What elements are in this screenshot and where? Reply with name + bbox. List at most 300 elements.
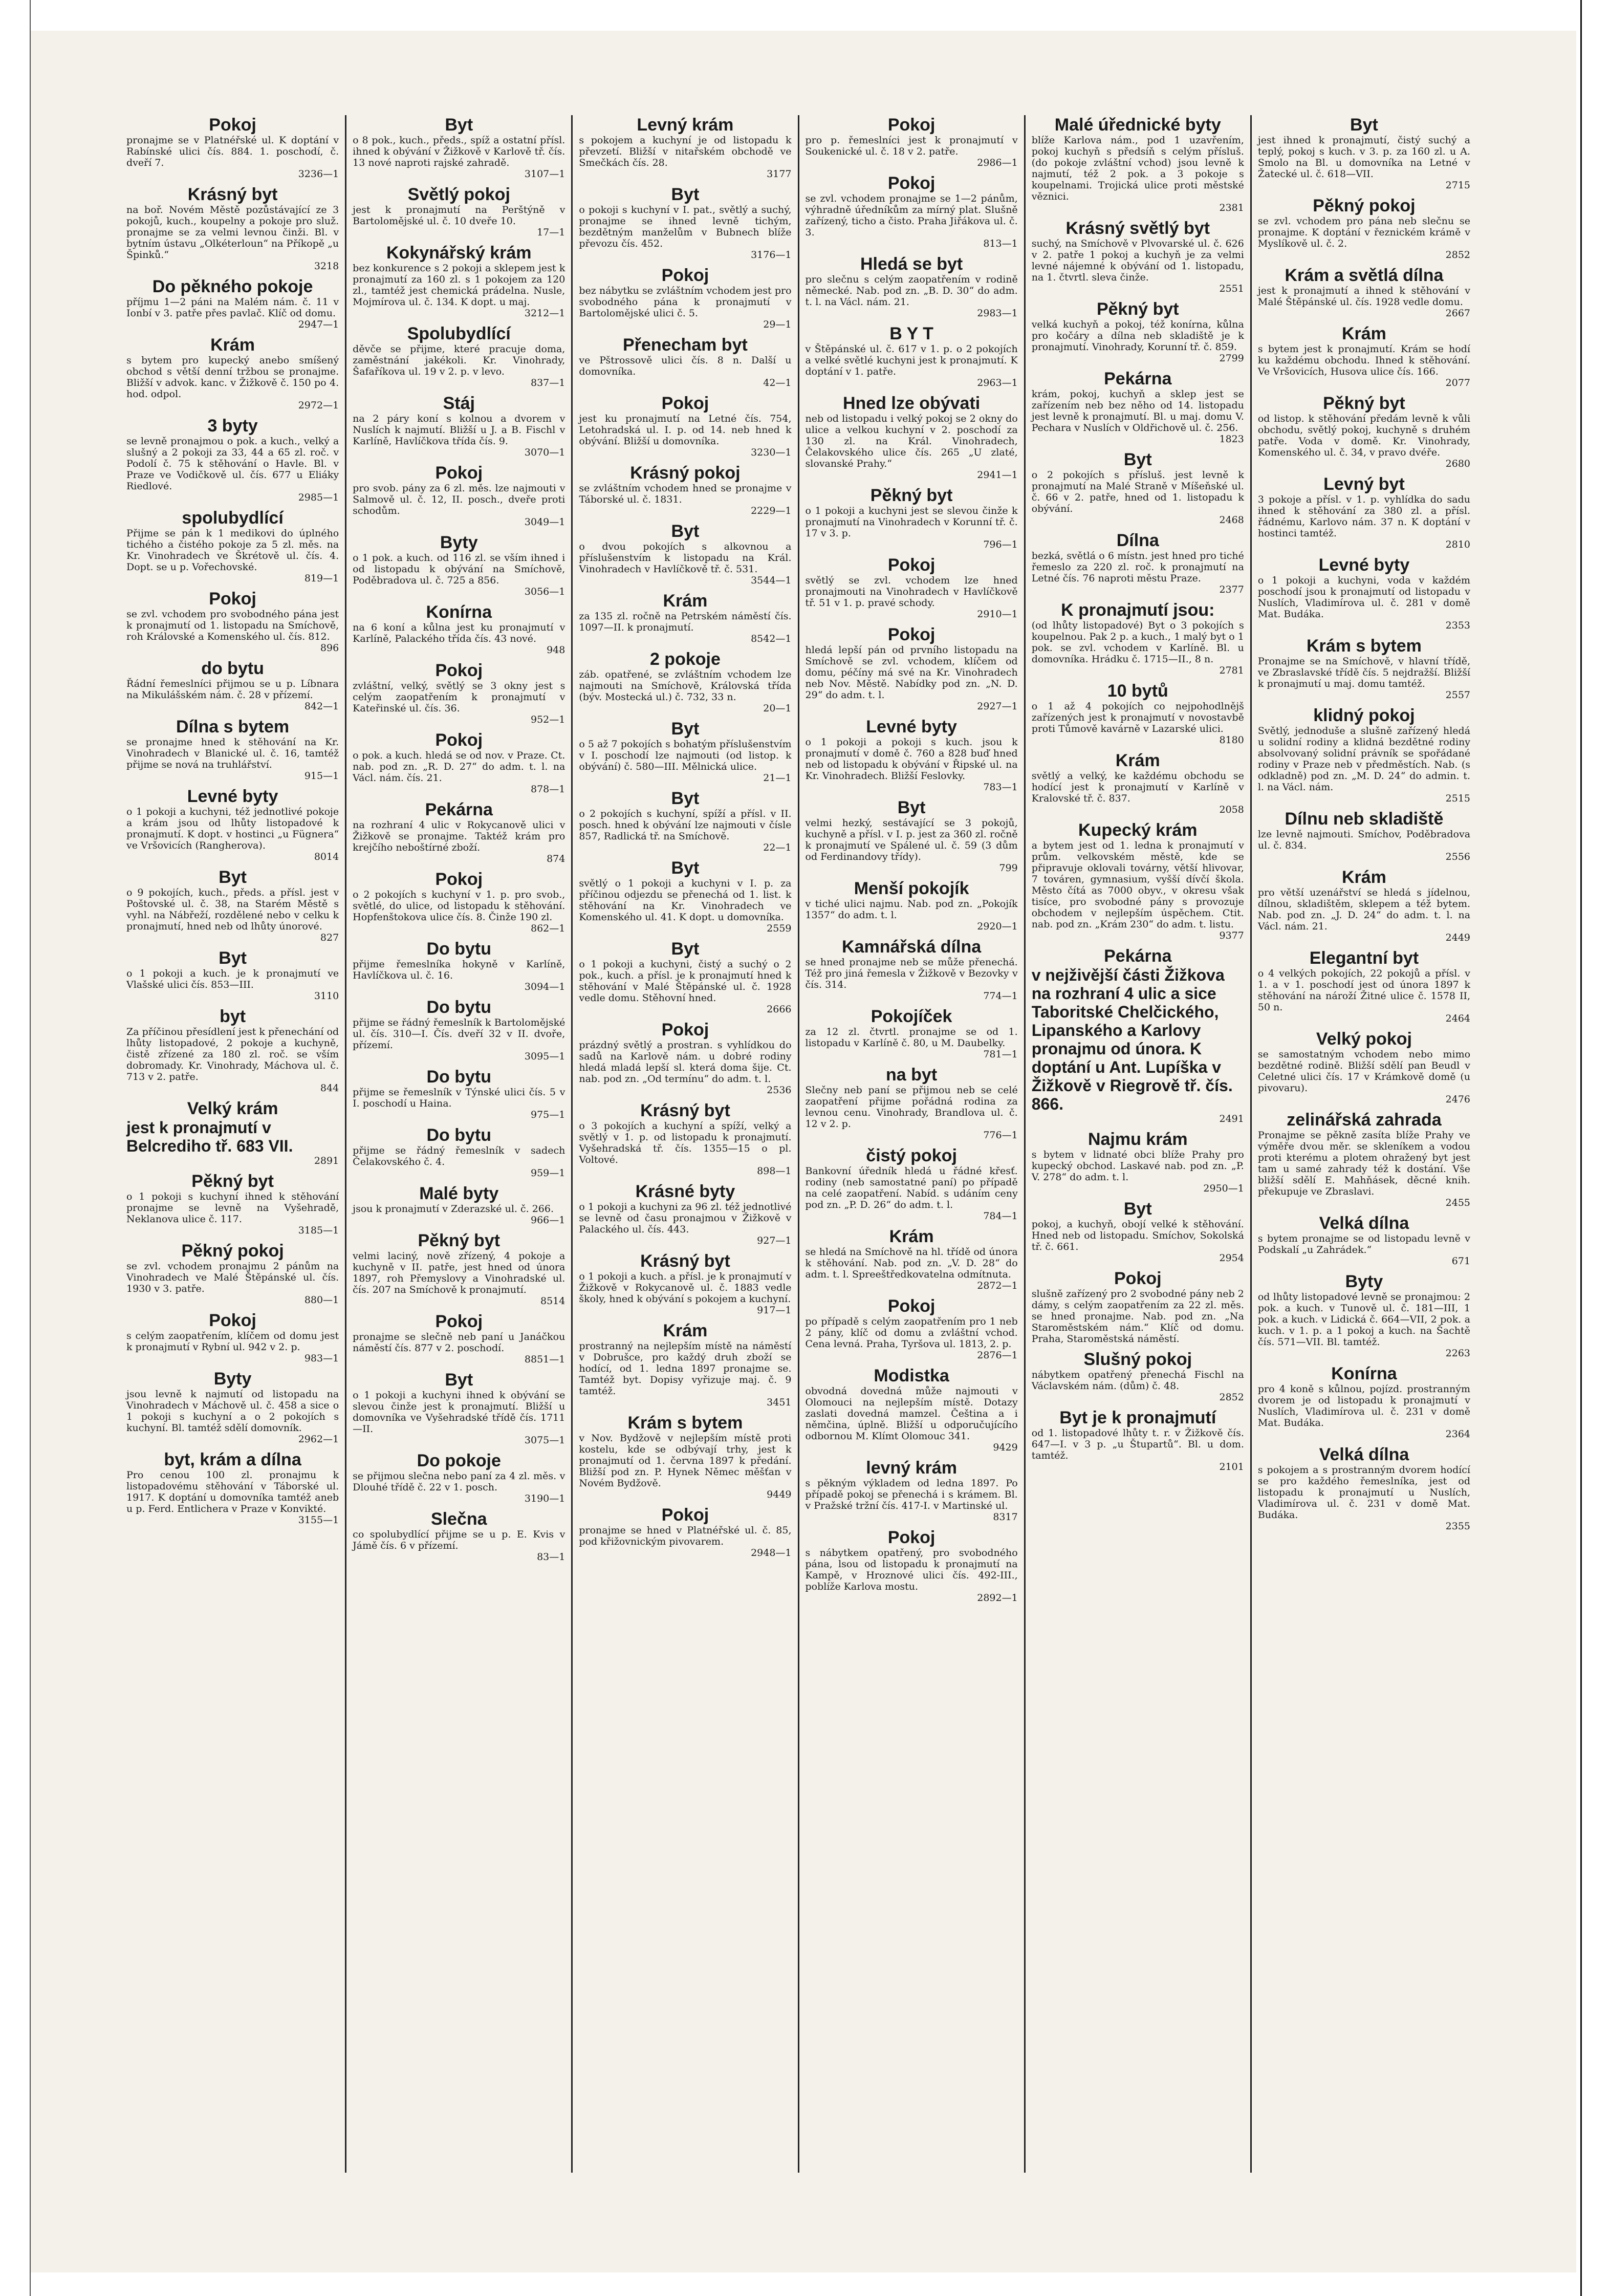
ad-reference-number: 2954 [1219, 1252, 1244, 1264]
ad-reference-number: 8514 [540, 1295, 565, 1307]
ad-text: na rozhraní 4 ulic v Rokycanově ulici v Žižkově se pronajme. Taktéž krám pro krejčího neboštírné zboží. [353, 819, 565, 853]
classified-ad [806, 486, 1018, 550]
ad-reference-number: 927—1 [757, 1235, 792, 1246]
ad-text: o 9 pokojích, kuch., předs. a přísl. jest v Poštovské ul. č. 38, na Starém Městě s vyhl. na Nábřeží, rozdělené nebo v celku k pronajmutí, hned neb od lhůty únorové. [126, 887, 339, 932]
classified-ad [126, 659, 339, 712]
ad-text: nábytkem opatřený přenechá Fischl na Václavském nám. (dům) č. 48. [1031, 1369, 1244, 1392]
ad-heading: 3 byty [207, 416, 258, 436]
ad-heading: Krásný byt [187, 185, 278, 204]
ad-reference-number: 8542—1 [751, 633, 792, 644]
ad-heading: Světlý pokoj [407, 185, 510, 204]
ad-text: děvče se přijme, které pracuje doma, zaměstnání jakékoli. Kr. Vinohrady, Šafaříkova ul. 19 v 2. p. v levo. [353, 343, 565, 377]
ad-text: v Nov. Bydžově v nejlepším místě proti kostelu, kde se odbývají trhy, jest k pronajmutí od 1. června 1897 k předání. Bližší pod zn. P. Hynek Němec měšťan v Novém Bydžově. [579, 1433, 792, 1489]
ad-heading: Byt [671, 719, 700, 739]
ad-heading: Byt [671, 939, 700, 959]
classified-ad [126, 115, 339, 180]
ad-heading: Konírna [1331, 1364, 1397, 1383]
ad-reference-number: 2667 [1445, 308, 1471, 319]
ad-text: za 135 zl. ročně na Petrském náměstí čís. 1097—II. k pronajmutí. [579, 611, 792, 633]
ad-reference-number: 2985—1 [298, 492, 339, 503]
ad-text: o 1 pokoji s kuchyní ihned k stěhování pronajme se levně na Vyšehradě, Neklanova ulice č. 117. [126, 1191, 339, 1225]
ad-reference-number: 3056—1 [524, 586, 565, 597]
ad-text: pronajme se hned v Platnéřské ul. č. 85, pod křižovnickým pivovarem. [579, 1525, 792, 1547]
classified-ad [353, 533, 565, 597]
ad-heading: Levné byty [187, 787, 278, 806]
ad-text: Pronajme se na Smíchově, v hlavní třídě, ve Zbraslavské třídě čís. 5 nejdražší. Bližší k pronajmutí u maj. domu tamtéž. [1257, 656, 1471, 689]
ad-heading: Pokoj [661, 394, 709, 413]
ad-reference-number: 2986—1 [977, 157, 1018, 168]
ad-reference-number: 42—1 [763, 377, 792, 388]
classified-ad [579, 463, 791, 516]
classified-ad [806, 1296, 1018, 1361]
ad-reference-number: 2077 [1445, 377, 1471, 388]
ad-reference-number: 17—1 [537, 227, 565, 238]
ad-heading: Do bytu [426, 998, 492, 1017]
classified-ad [126, 1450, 339, 1526]
classified-ad [126, 277, 339, 330]
ad-reference-number: 3075—1 [524, 1435, 565, 1446]
ad-reference-number: 671 [1451, 1255, 1471, 1267]
column-3 [571, 115, 797, 2173]
ad-heading: Slušný pokoj [1083, 1350, 1192, 1369]
classified-ad [806, 1458, 1018, 1523]
ad-text: slušně zařízený pro 2 svobodné pány neb 2 dámy, s celým zaopatřením za 22 zl. měs. se hned pronajme. Nab. pod zn. „Na Staroměstském nám.“ Klíč od domu. Praha, Staroměstská náměstí. [1031, 1288, 1244, 1345]
classified-ad [353, 602, 565, 656]
ad-text: neb od listopadu i velký pokoj se 2 okny do ulice a velkou kuchyní v 2. poschodí za 130 zl. na Král. Vinohradech, Čelakovského ulice čís. 265 „U zlaté, slovanské Prahy.“ [805, 413, 1018, 469]
column-6 [1250, 115, 1476, 2173]
ad-text: velmi laciný, nově zřízený, 4 pokoje a kuchyně v II. patře, jest hned od února 1897, roh Přemyslovy a Vinohradské ul. čís. 207 na Smíchově k pronajmutí. [353, 1250, 565, 1295]
classified-ad [579, 858, 791, 934]
ad-heading: Krám [663, 1321, 708, 1340]
classified-ad [353, 661, 565, 725]
ad-reference-number: 776—1 [983, 1130, 1018, 1141]
ad-reference-number: 3236—1 [298, 168, 339, 180]
ad-text: blíže Karlova nám., pod 1 uzavřením, pokoj kuchyň s předsíň s celým přísluš. (do pokoje zvláštní vchod) jsou levně k najmutí, též 2 pok. a 3 pokoje s koupelnami. Trojická ulice proti městské věznici. [1031, 135, 1244, 202]
ad-reference-number: 837—1 [530, 377, 565, 388]
ad-heading: Byty [440, 533, 478, 552]
classified-ad [1032, 751, 1244, 815]
ad-text: pro 4 koně s kůlnou, pojízd. prostranným dvorem je od listopadu k pronajmutí v Nuslích, Vladimírova ul. č. 231 v domě Mat. Budáka. [1257, 1383, 1471, 1428]
ad-text: se zvl. vchodem pro pána neb slečnu se pronajme. K doptání v řeznickém krámě v Myslíkově ul. č. 2. [1257, 215, 1471, 249]
classified-ad [1258, 266, 1470, 319]
ad-text: pokoj, a kuchyň, obojí velké k stěhování. Hned neb od listopadu. Smíchov, Sokolská tř. č. 661. [1031, 1219, 1244, 1252]
classified-ad [353, 730, 565, 795]
ad-heading: Krám [1115, 751, 1160, 770]
ad-text: přijme se řádný řemeslník k Bartolomějské ul. čís. 310—I. Čís. dveří 32 v II. dvoře, přízemí. [353, 1017, 565, 1051]
ad-reference-number: 966—1 [530, 1215, 565, 1226]
ad-heading: Pěkný byt [1096, 299, 1179, 319]
ad-text: prázdný světlý a prostran. s vyhlídkou do sadů na Karlově nám. u dobré rodiny hledá mladá lepší sl. která doma šije. Ct. nab. pod zn. „Od termínu“ do adm. t. l. [579, 1039, 792, 1085]
ad-text: jsou k pronajmutí v Zderazské ul. č. 266. [353, 1203, 554, 1215]
ad-heading: Slečna [430, 1509, 487, 1529]
ad-text: o 2 pokojích s kuchyní, spíží a přísl. v II. posch. hned k obývání lze najmouti v čísle 857, Radlická tř. na Smíchově. [579, 808, 792, 842]
classified-ad [1258, 809, 1470, 862]
classified-ad [1032, 219, 1244, 294]
classified-ad [353, 998, 565, 1062]
classified-ad [1258, 868, 1470, 943]
ad-reference-number: 2536 [767, 1085, 792, 1096]
classified-ad [806, 625, 1018, 712]
ad-reference-number: 880—1 [304, 1294, 339, 1306]
ad-reference-number: 2666 [767, 1004, 792, 1015]
ad-text: ve Pštrossově ulici čís. 8 n. Další u domovníka. [579, 355, 792, 377]
ad-heading: Byt [1350, 115, 1378, 135]
ad-heading: Byt [1123, 450, 1152, 469]
ad-reference-number: 915—1 [304, 770, 339, 782]
ad-text: světlý o 1 pokoji a kuchyni v I. p. za příčinou odjezdu se přenechá od 1. list. k stěhování na Kr. Vinohradech ve Komenského ul. 41. K dopt. u domovníka. [579, 878, 792, 923]
ad-reference-number: 2353 [1445, 620, 1471, 631]
ad-reference-number: 3176—1 [751, 249, 792, 261]
classified-ad [806, 879, 1018, 932]
ad-text: o 1 pokoji a kuchyni jest se slevou činže k pronajmutí na Vinohradech v Korunní tř. č. 17 v 3. p. [805, 505, 1018, 539]
ad-text: jest k pronajmutí v Belcrediho tř. 683 VII. [126, 1118, 293, 1155]
classified-ad [1032, 681, 1244, 746]
classified-ad [579, 649, 791, 714]
classified-ad [126, 1311, 339, 1364]
ad-reference-number: 9449 [767, 1489, 792, 1500]
ad-heading: Pokoj [435, 730, 483, 750]
ad-heading: do bytu [201, 659, 264, 678]
ad-heading: Krám [663, 591, 708, 611]
classified-ad [806, 174, 1018, 249]
ad-heading: 2 pokoje [649, 649, 721, 669]
ad-text: záb. opatřené, se zvláštním vchodem lze najmouti na Smíchově, Královská třída (býv. Mostecká ul.) č. 732, 33 n. [579, 669, 792, 703]
classified-ad [579, 185, 791, 261]
ad-text: s bytem pronajme se od listopadu levně v Podskalí „u Zahrádek.“ [1257, 1233, 1471, 1255]
ad-reference-number: 3218 [314, 261, 339, 272]
ad-reference-number: 3155—1 [298, 1514, 339, 1526]
ad-reference-number: 917—1 [757, 1305, 792, 1316]
ad-text: obvodná dovedná může najmouti v Olomouci na nejlepším místě. Dotazy zaslati dovedná mamzel. Čeština a i němčina, úplně. Bližší u odporučujícího odbornou M. Klímt Olomouc 341. [805, 1385, 1018, 1442]
ad-text: se levně pronajmou o pok. a kuch., velký a slušný a 2 pokoji za 33, 44 a 65 zl. roč. v Podolí č. 75 k stěhování o Havle. Bl. v Praze ve Vodičkově ul. čís. 677 u Eliáky Riedlové. [126, 436, 339, 492]
classified-ad [126, 508, 339, 584]
ad-reference-number: 2229—1 [751, 505, 792, 516]
ad-reference-number: 827 [320, 932, 339, 943]
ad-text: se hned pronajme neb se může přenechá. Též pro jiná řemesla v Žižkově v Bezovky v čís. 314. [805, 957, 1018, 990]
ad-reference-number: 2491 [1219, 1113, 1244, 1124]
ad-heading: Byt [219, 948, 247, 968]
classified-ad [1032, 450, 1244, 526]
classified-ad [1258, 115, 1470, 191]
ad-text: Světlý, jednoduše a slušně zařízený hledá u solidní rodiny a klidná bezdětné rodiny absolvovaný solidní právník se spořádané rodiny v Praze neb v předměstích. Nab. (s odkladně) pod zn. „M. D. 24“ do admin. t. l. na Václ. nám. [1257, 725, 1471, 793]
ad-reference-number: 2947—1 [298, 319, 339, 330]
ad-heading: Byt [219, 868, 247, 887]
ad-heading: spolubydlící [182, 508, 284, 528]
ad-reference-number: 3190—1 [524, 1493, 565, 1504]
ad-heading: Do bytu [426, 939, 492, 959]
ad-heading: Kupecký krám [1078, 820, 1198, 840]
ad-heading: Byt [671, 185, 700, 204]
ad-text: se hledá na Smíchově na hl. třídě od února k stěhování. Nab. pod zn. „V. D. 28“ do adm. t. l. Spreeštředkovatelna odmítnuta. [805, 1246, 1018, 1280]
ad-text: s pokojem a kuchyní je od listopadu k převzetí. Bližší v nitařském obchodě ve Smečkách čís. 28. [579, 135, 792, 168]
ad-heading: Do bytu [426, 1125, 492, 1145]
ad-reference-number: 9429 [993, 1442, 1018, 1453]
classified-ad [353, 1312, 565, 1365]
ad-reference-number: 2364 [1445, 1428, 1471, 1440]
ad-heading: Najmu krám [1087, 1130, 1188, 1149]
ad-reference-number: 29—1 [763, 319, 792, 330]
classified-ad [806, 798, 1018, 874]
ad-text: o 2 pokojích s kuchyní v 1. p. pro svob., světlé, do ulice, od listopadu k stěhování. Hopfenštokova ulice čís. 8. Činže 190 zl. [353, 889, 565, 923]
ad-reference-number: 3107—1 [524, 168, 565, 180]
classified-ad [126, 416, 339, 503]
ad-text: pro p. řemeslníci jest k pronajmutí v Soukenické ul. č. 18 v 2. patře. [805, 135, 1018, 157]
ad-reference-number: 784—1 [983, 1210, 1018, 1222]
ad-text: o 1 pokoji a kuchyni, čistý a suchý o 2 pok., kuch. a přísl. je k pronajmutí hned k stěhování v Malé Štěpánské ul. č. 1928 vedle domu. Stěhovní hned. [579, 959, 792, 1004]
ad-reference-number: 799 [999, 862, 1018, 874]
ad-text: s bytem pro kupecký anebo smíšený obchod s větší denní tržbou se pronajme. Bližší v advok. kanc. v Žižkově č. 150 po 4. hod. odpol. [126, 355, 339, 400]
ad-reference-number: 2799 [1219, 353, 1244, 364]
ad-text: po případě s celým zaopatřením pro 1 neb 2 pány, klíč od domu a zvláštní vchod. Cena levná. Praha, Tyršova ul. 1813, 2. p. [805, 1316, 1018, 1350]
ad-reference-number: 20—1 [763, 703, 792, 714]
ad-heading: Pěkný byt [870, 486, 953, 505]
ad-reference-number: 3212—1 [524, 308, 565, 319]
ad-heading: Malé byty [419, 1184, 499, 1203]
ad-reference-number: 1823 [1219, 434, 1244, 445]
ad-text: o 1 pokoji a kuch. je k pronajmutí ve Vlašské ulici čís. 853—III. [126, 968, 339, 990]
ad-heading: Spolubydlící [407, 324, 511, 343]
classified-ad [579, 1251, 791, 1316]
ad-text: světlý a velký, ke každému obchodu se hodící jest k pronajmutí v Karlíně v Kralovské tř. č. 837. [1031, 770, 1244, 804]
ad-text: o 5 až 7 pokojích s bohatým příslušenstvím v I. poschodí lze najmouti (od listop. k obývání) č. 580—III. Mělnická ulice. [579, 739, 792, 772]
ad-text: o 1 pokoji a kuchyni ihned k obývání se slevou činže jest k pronajmutí. Bližší u domovníka ve Vyšehradské třídě čís. 1711—II. [353, 1390, 565, 1435]
ad-text: se zvl. vchodem pro svobodného pána jest k pronajmutí od 1. listopadu na Smíchově, roh Královské a Komenského ul. čís. 812. [126, 609, 339, 642]
ad-heading: Pěkný pokoj [1313, 196, 1416, 215]
ad-text: světlý se zvl. vchodem lze hned pronajmouti na Vinohradech v Havlíčkově tř. 51 v 1. p. pravé schody. [805, 575, 1018, 609]
ad-heading: 10 bytů [1107, 681, 1168, 701]
classified-ad [579, 591, 791, 644]
classified-ad [579, 1321, 791, 1408]
ad-heading: Elegantní byt [1309, 948, 1419, 968]
ad-heading: Levné byty [1318, 555, 1410, 575]
classified-ad [126, 1007, 339, 1094]
ad-reference-number: 3185—1 [298, 1225, 339, 1236]
ad-reference-number: 2515 [1445, 793, 1471, 804]
ad-reference-number: 9377 [1219, 930, 1244, 941]
ad-heading: B Y T [889, 324, 933, 343]
classified-ad [579, 1020, 791, 1096]
ad-reference-number: 2983—1 [977, 308, 1018, 319]
ad-reference-number: 2557 [1445, 689, 1471, 701]
classified-ad [353, 115, 565, 180]
ad-reference-number: 878—1 [530, 784, 565, 795]
classified-ad [353, 394, 565, 458]
ad-reference-number: 3230—1 [751, 447, 792, 458]
ad-heading: Modistka [874, 1366, 949, 1385]
ad-heading: Do pokoje [417, 1451, 501, 1470]
classified-ad [579, 1101, 791, 1177]
classified-ad [126, 948, 339, 1002]
ad-reference-number: 3110 [314, 990, 339, 1002]
ad-heading: Byty [1345, 1272, 1383, 1291]
ad-text: bez nábytku se zvláštním vchodem jest pro svobodného pána k pronajmutí v Bartolomějské ulici č. 5. [579, 285, 792, 319]
ad-reference-number: 3095—1 [524, 1051, 565, 1062]
ad-heading: zelinářská zahrada [1287, 1110, 1442, 1130]
ad-heading: byt [220, 1007, 246, 1026]
ad-text: s bytem v lidnaté obci blíže Prahy pro kupecký obchod. Laskavé nab. pod zn. „P. V. 278“ do adm. t. l. [1031, 1149, 1244, 1183]
ad-text: v tiché ulici najmu. Nab. pod zn. „Pokojík 1357“ do adm. t. l. [805, 898, 1018, 921]
ad-text: s celým zaopatřením, klíčem od domu jest k pronajmutí v Rybní ul. 942 v 2. p. [126, 1330, 339, 1353]
classified-ad [1258, 394, 1470, 469]
ad-text: o 1 až 4 pokojích co nejpohodlnějš zařízených jest k pronajmutí v novostavbě proti Tůmově kavárně v Lazarské ulici. [1031, 701, 1244, 734]
ad-reference-number: 22—1 [763, 842, 792, 853]
classified-ad [806, 1366, 1018, 1453]
ad-text: od 1. listopadové lhůty t. r. v Žižkově čís. 647—I. v 3 p. „u Štupartů“. Bl. u dom. tamtéž. [1031, 1427, 1244, 1461]
ad-heading: byt, krám a dílna [164, 1450, 301, 1469]
ad-heading: Dílnu neb skladiště [1285, 809, 1444, 829]
ad-reference-number: 3070—1 [524, 447, 565, 458]
ad-text: pronajme se v Platnéřské ul. K doptání v Rabínské ulici čís. 884. 1. poschodí, č. dveří 7. [126, 135, 339, 168]
ad-text: o 2 pokojích s přísluš. jest levně k pronajmutí na Malé Straně v Míšeňské ul. č. 66 v 2. patře, hned od 1. listopadu k obývání. [1031, 469, 1244, 514]
ad-reference-number: 3049—1 [524, 516, 565, 528]
ad-reference-number: 2263 [1445, 1348, 1471, 1359]
ad-heading: Byt [671, 522, 700, 541]
classified-ad [806, 1227, 1018, 1291]
ad-text: pro větší uzenářství se hledá s jídelnou, dílnou, skladištěm, sklepem a též bytem. Nab. pod zn. „J. D. 24“ do adm. t. l. na Václ. nám. 21. [1257, 887, 1471, 932]
classified-ad [806, 1007, 1018, 1060]
ad-heading: Pokoj [887, 1528, 935, 1547]
ad-heading: Kamnářská dílna [842, 937, 982, 957]
ad-text: Bankovní úředník hledá u řádné křesť. rodiny (neb samostatné paní) po případě na celé zaopatření. Nabíd. s udáním ceny pod zn. „P. D. 26“ do adm. t. l. [805, 1165, 1018, 1210]
ad-heading: Byt [671, 858, 700, 878]
ad-text: se zvl. vchodem pronajmu 2 pánům na Vinohradech ve Malé Štěpánské ul. čís. 1930 v 3. patře. [126, 1261, 339, 1294]
classified-ad [1258, 1364, 1470, 1440]
ad-heading: Velká dílna [1319, 1445, 1409, 1464]
ad-reference-number: 2852 [1445, 249, 1471, 261]
ad-reference-number: 2852 [1219, 1392, 1244, 1403]
ad-heading: Pokoj [887, 174, 935, 193]
ad-text: o 8 pok., kuch., předs., spíž a ostatní přísl. ihned k obývání v Žižkově v Karlově tř. čís. 13 nové naproti rajské zahradě. [353, 135, 565, 168]
classified-ad [126, 787, 339, 862]
ad-text: na 6 koní a kůlna jest ku pronajmutí v Karlíně, Palackého třída čís. 43 nové. [353, 622, 565, 644]
ad-reference-number: 8851—1 [524, 1354, 565, 1365]
column-2 [345, 115, 571, 2173]
ad-reference-number: 948 [547, 644, 565, 656]
ad-heading: Krám [889, 1227, 934, 1246]
ad-text: na boř. Novém Městě pozůstávající ze 3 pokojů, kuch., koupelny a pokoje pro služ. pronajme se za velmi levnou činži. Bl. v bytním ústavu „Olkéterloun“ na Příkopě „u Špinků.“ [126, 204, 339, 261]
ad-text: prostranný na nejlepším místě na náměstí v Dobrušce, pro každý druh zboží se hodící, od 1. ledna 1897 pronajme se. Tamtéž byt. Dopisy vyřizuje maj. č. 9 tamtéž. [579, 1340, 792, 1397]
classified-ad [806, 254, 1018, 319]
ad-text: v nejživější části Žižkova na rozhraní 4 ulic a sice Taboritské Chelčického, Lipanského a Karlovy pronajmu od února. K doptání u Ant. Lupíška v Žižkově v Riegrově tř. čís. 866. [1031, 966, 1233, 1113]
classified-ad [1258, 1029, 1470, 1105]
classified-ad [1032, 1408, 1244, 1472]
ad-heading: Pokoj [435, 870, 483, 889]
classified-ad [126, 335, 339, 411]
classified-ad [353, 1125, 565, 1179]
ad-heading: Pokoj [1114, 1269, 1162, 1288]
ad-heading: Krásný pokoj [630, 463, 741, 483]
ad-reference-number: 2876—1 [977, 1350, 1018, 1361]
ad-text: o 1 pokoji a kuch. a přísl. je k pronajmutí v Žižkově v Rokycanově ul. č. 1883 vedle školy, hned k obývání s pokojem a kuchyní. [579, 1271, 792, 1305]
column-4 [798, 115, 1024, 2173]
ad-text: s bytem jest k pronajmutí. Krám se hodí ku každému obchodu. Ihned k stěhování. Ve Vršovicích, Husova ulice čís. 166. [1257, 343, 1471, 377]
ad-heading: Menší pokojík [854, 879, 969, 898]
ad-heading: Byt [897, 798, 926, 817]
classified-ad [806, 1065, 1018, 1141]
ad-reference-number: 8317 [993, 1511, 1018, 1523]
ad-heading: Levný byt [1323, 474, 1405, 494]
ad-reference-number: 796—1 [983, 539, 1018, 550]
ad-reference-number: 2715 [1445, 180, 1471, 191]
ad-heading: Velký krám [187, 1099, 278, 1118]
ad-reference-number: 898—1 [757, 1165, 792, 1177]
ad-heading: Krám [210, 335, 255, 355]
classified-ad [1258, 948, 1470, 1024]
classified-ad [353, 1451, 565, 1504]
ad-text: jest ihned k pronajmutí, čistý suchý a teplý, pokoj s kuch. v 3. p. za 160 zl. u A. Smolo na Bl. u domovníka na Letné v Žatecké ul. č. 618—VII. [1257, 135, 1471, 180]
classified-ad [353, 800, 565, 864]
ad-text: o 1 pokoji a pokoji s kuch. jsou k pronajmutí v domě č. 760 a 828 buď hned neb od listopadu k obývání v Řipské ul. na Kr. Vinohradech. Bližší Feslovky. [805, 737, 1018, 782]
ad-heading: Krám a světlá dílna [1285, 266, 1444, 285]
ad-reference-number: 2101 [1219, 1461, 1244, 1472]
ad-heading: Byty [213, 1369, 252, 1389]
ad-text: s nábytkem opatřený, pro svobodného pána, lsou od listopadu k pronajmutí na Kampě, v Hroznové ulici čís. 492-III., poblíže Karlova mostu. [805, 1547, 1018, 1592]
ad-heading: Do bytu [426, 1067, 492, 1087]
ad-text: o 1 pokoji a kuchyni, voda v každém poschodí jsou k pronajmutí od listopadu v Nuslích, Vladimírova ul. č. 281 v domě Mat. Budáka. [1257, 575, 1471, 620]
ad-heading: Přenecham byt [623, 335, 748, 355]
classified-ad [806, 1146, 1018, 1222]
ad-reference-number: 2892—1 [977, 1592, 1018, 1604]
ad-text: jsou levně k najmutí od listopadu na Vinohradech v Máchově ul. č. 458 a sice o 1 pokoji s kuchyní a o 2 pokojích s kuchyní. Bl. tamtéž sdělí domovník. [126, 1389, 339, 1434]
classified-ad [1032, 1350, 1244, 1403]
ad-heading: Pekárna [1104, 946, 1172, 966]
ad-heading: Krám s bytem [1307, 636, 1422, 656]
ad-heading: Byt [1123, 1199, 1152, 1219]
classified-ad [1032, 1130, 1244, 1194]
ad-heading: Pokoj [887, 555, 935, 575]
ad-reference-number: 2891 [314, 1155, 339, 1166]
classified-ad [353, 939, 565, 992]
classified-ad [353, 243, 565, 319]
ad-text: o pok. a kuch. hledá se od nov. v Praze. Ct. nab. pod zn. „R. D. 27“ do adm. t. l. na Václ. nám. čís. 21. [353, 750, 565, 784]
classified-ad [579, 335, 791, 388]
classified-ad [1258, 1272, 1470, 1359]
ad-heading: na byt [886, 1065, 938, 1085]
ad-heading: čistý pokoj [866, 1146, 957, 1165]
ad-reference-number: 2810 [1445, 539, 1471, 550]
ad-text: hledá lepší pán od prvního listopadu na Smíchově se zvl. vchodem, klíčem od domu, péčíny má své na Kr. Vinohradech neb Nov. Městě. Nabídky pod zn. „N. D. 29“ do adm. t. l. [805, 644, 1018, 701]
ad-reference-number: 2941—1 [977, 469, 1018, 481]
ad-text: se samostatným vchodem nebo mimo bezdětné rodině. Bližší sdělí pan Beudl v Celetné ulici čís. 17 v Krámkově domě (u pivovaru). [1257, 1049, 1471, 1094]
classified-ad [126, 1172, 339, 1236]
ad-text: velmi hezký, sestávající se 3 pokojů, kuchyně a přísl. v I. p. jest za 360 zl. ročně k pronajmutí ve Spálené ul. č. 59 (3 dům od Ferdinandovy třídy). [805, 817, 1018, 862]
ad-reference-number: 2377 [1219, 584, 1244, 595]
ad-text: (od lhůty listopadové) Byt o 3 pokojích s koupelnou. Pak 2 p. a kuch., 1 malý byt o 1 pok. se zvl. vchodem v Karlíně. Bl. u domovníka. Hrádku č. 1715—II., 8 n. [1031, 620, 1244, 665]
classified-ad [1032, 820, 1244, 941]
ad-heading: Stáj [443, 394, 475, 413]
ad-heading: Hledá se byt [860, 254, 963, 274]
ad-reference-number: 8014 [314, 851, 339, 862]
ad-heading: Pokoj [209, 115, 256, 135]
ad-text: velká kuchyň a pokoj, též konírna, kůlna pro kočáry a dílna neb skladiště je k pronajmutí. Vinohrady, Korunní tř. č. 859. [1031, 319, 1244, 353]
ad-text: se zvláštním vchodem hned se pronajme v Táborské ul. č. 1831. [579, 483, 792, 505]
ad-heading: Levný krám [637, 115, 734, 135]
ad-text: Přijme se pán k 1 medikovi do úplného tichého a čistého pokoje za 5 zl. měs. na Kr. Vinohradech ve Škrétově ul. čís. 4. Dopt. se u p. Vořechovské. [126, 528, 339, 573]
ad-heading: Byt [445, 115, 473, 135]
classified-ad [806, 115, 1018, 168]
ad-heading: Velká dílna [1319, 1214, 1409, 1233]
ad-reference-number: 874 [547, 853, 565, 864]
ad-reference-number: 2927—1 [977, 701, 1018, 712]
ad-reference-number: 2962—1 [298, 1434, 339, 1445]
ad-text: Řádní řemeslníci přijmou se u p. Líbnara na Mikulášském nám. č. 28 v přízemí. [126, 678, 339, 701]
ad-heading: Do pěkného pokoje [152, 277, 313, 296]
ad-text: zvláštní, velký, světlý se 3 okny jest s celým zaopatřením k pronajmutí v Kateřinské ul. čís. 36. [353, 680, 565, 714]
classified-ad [1258, 706, 1470, 804]
ad-heading: Pokoj [887, 625, 935, 644]
ad-reference-number: 2559 [767, 923, 792, 934]
ad-reference-number: 2449 [1445, 932, 1471, 943]
